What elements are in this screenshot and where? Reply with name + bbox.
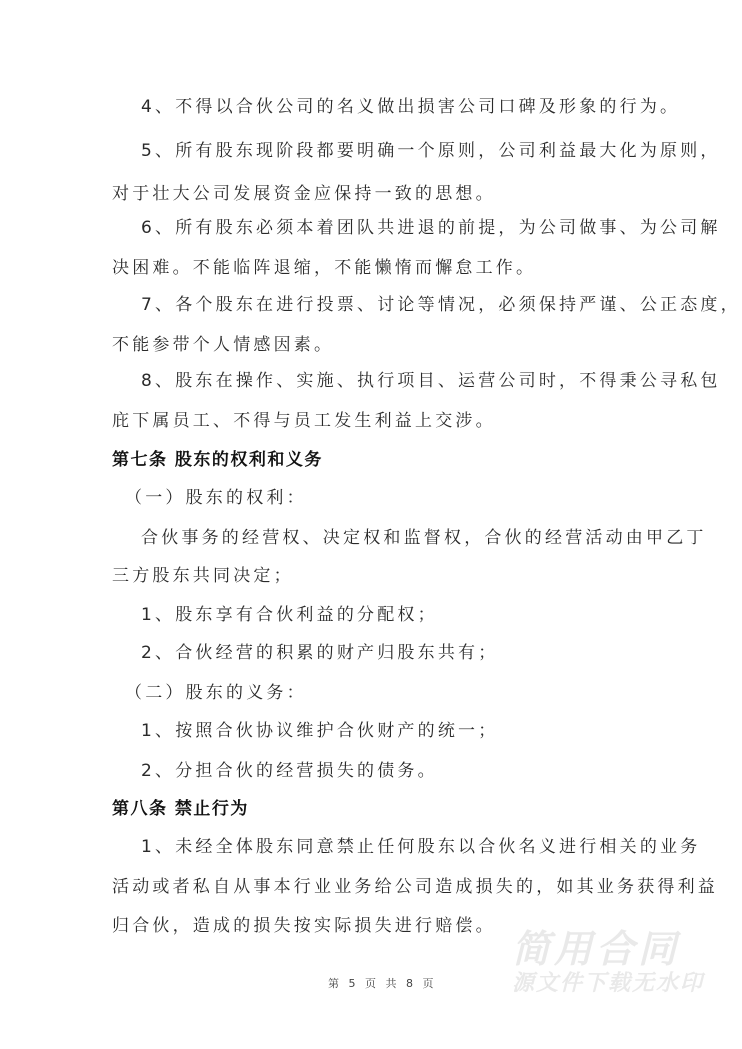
rights-subheading: （一）股东的权利：	[125, 488, 307, 508]
clause-item-7-line2: 不能参带个人情感因素。	[112, 335, 335, 355]
clause-item-7-line1: 7、各个股东在进行投票、讨论等情况，必须保持严谨、公正态度，	[141, 295, 741, 315]
prohibition-item-1-line1: 1、未经全体股东同意禁止任何股东以合伙名义进行相关的业务	[141, 837, 701, 857]
page-number-footer: 第 5 页 共 8 页	[328, 977, 437, 990]
article-8-heading: 第八条 禁止行为	[112, 799, 249, 819]
clause-item-8-line1: 8、股东在操作、实施、执行项目、运营公司时，不得秉公寻私包	[141, 371, 721, 391]
rights-item-1: 1、股东享有合伙利益的分配权；	[141, 605, 438, 625]
prohibition-item-1-line3: 归合伙，造成的损失按实际损失进行赔偿。	[112, 916, 496, 936]
clause-item-6-line1: 6、所有股东必须本着团队共进退的前提，为公司做事、为公司解	[141, 218, 721, 238]
clause-item-5-line1: 5、所有股东现阶段都要明确一个原则，公司利益最大化为原则，	[141, 141, 721, 161]
rights-intro-line2: 三方股东共同决定；	[112, 566, 294, 586]
clause-item-5-line2: 对于壮大公司发展资金应保持一致的思想。	[112, 184, 496, 204]
duties-item-2: 2、分担合伙的经营损失的债务。	[141, 761, 438, 781]
watermark-logo: 简用合同	[512, 927, 681, 971]
clause-item-4: 4、不得以合伙公司的名义做出损害公司口碑及形象的行为。	[141, 97, 681, 117]
rights-intro-line1: 合伙事务的经营权、决定权和监督权，合伙的经营活动由甲乙丁	[141, 528, 707, 548]
duties-subheading: （二）股东的义务：	[125, 683, 307, 703]
watermark-tagline: 源文件下载无水印	[512, 971, 705, 996]
prohibition-item-1-line2: 活动或者私自从事本行业业务给公司造成损失的，如其业务获得利益	[112, 877, 718, 897]
clause-item-6-line2: 决困难。不能临阵退缩，不能懒惰而懈怠工作。	[112, 258, 537, 278]
rights-item-2: 2、合伙经营的积累的财产归股东共有；	[141, 643, 499, 663]
duties-item-1: 1、按照合伙协议维护合伙财产的统一；	[141, 721, 499, 741]
clause-item-8-line2: 庇下属员工、不得与员工发生利益上交涉。	[112, 411, 496, 431]
article-7-heading: 第七条 股东的权利和义务	[112, 450, 323, 470]
